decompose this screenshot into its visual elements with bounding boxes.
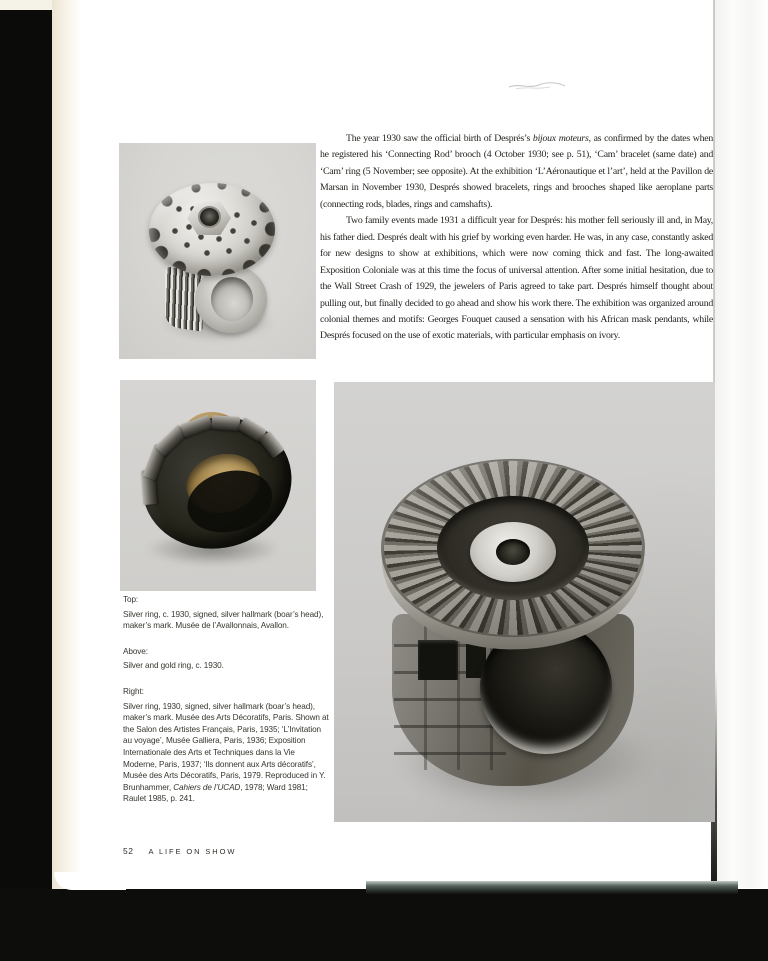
disc-hub-hole [496,539,530,565]
ring-pierced-dome [149,183,275,276]
ring-loop-opening [211,277,253,321]
caption-right [123,686,329,805]
page-number: 52 [123,846,134,856]
scan-black-bottom-edge [0,889,768,961]
shank-cutout [418,640,458,680]
caption-column [123,594,329,819]
book-page-block-edge [366,881,738,894]
paragraph-1 [320,131,713,213]
ring-stud [211,415,240,431]
scan-top-sliver [0,0,54,10]
page-right-fold [714,0,768,888]
caption-above-label: Above: [123,646,148,656]
paragraph-1-post: , as confirmed by the dates when he registered his ‘Connecting Rod’ brooch (4 October 1930; see p. 51), ‘Cam’ bracelet (same date) and ‘Cam’ ring (5 November; see opposite). At the exhibition ‘L’Aéronautique et l’art’, held at the Pavillon de Marsan in November 1930, Després showed bracelets, rings and brooches shaped like aeroplane parts (connecting rods, blades, rings and camshafts). [320,133,713,210]
page-spine-shading [52,0,82,890]
ring-photo-top-left [119,143,316,359]
ring-photo-right-large [334,382,715,822]
caption-top-text: Silver ring, c. 1930, signed, silver hallmark (boar’s head), maker’s mark. Musée de l’Avallonnais, Avallon. [123,609,324,631]
caption-right-post: , 1978; Ward 1981; Raulet 1985, p. 241. [123,782,308,804]
caption-above-text: Silver and gold ring, c. 1930. [123,661,224,671]
caption-right-italic: Cahiers de l’UCAD [173,782,241,792]
caption-right-pre: Silver ring, 1930, signed, silver hallmark (boar’s head), maker’s mark. Musée des Arts Décoratifs, Paris. Shown at the Salon des Artistes Français, Paris, 1935; ‘L’Invitation au voyage’, Musée Galliera, Paris, 1936; Exposition Internationale des Arts et Techniques dans la Vie Moderne, Paris, 1937; ‘Ils donnent aux Arts décoratifs’, Musée des Arts Décoratifs, Paris, 1979. Reproduced in Y. Brunhammer, [123,701,329,792]
caption-top-label: Top: [123,595,139,604]
caption-top [123,594,329,632]
page-footer [123,846,236,856]
pencil-smudge [506,76,568,94]
caption-right-text [123,701,329,805]
scan-black-left-edge [0,10,52,961]
running-title: A LIFE ON SHOW [148,847,237,856]
paragraph-1-pre: The year 1930 saw the official birth of Després’s [346,133,533,144]
caption-right-label: Right: [123,686,144,696]
paragraph-1-italic: bijoux moteurs [532,133,589,144]
body-text-column [320,131,713,345]
paragraph-2: Two family events made 1931 a difficult year for Després: his mother fell seriously ill and, in May, his father died. Després dealt with his grief by working even harder. He was, in any case, constantly asked for new designs to show at exhibitions, which were now coming thick and fast. The long-awaited Exposition Coloniale was at this time the focus of universal attention. After some initial hesitation, due to the Wall Street Crash of 1929, the jewelers of Paris agreed to take part. Després himself thought about pulling out, but finally decided to go ahead and show his work there. The exhibition was organized around colonial themes and motifs: Georges Fouquet caused a sensation with his African mask pendants, while Després focused on the use of exotic materials, with particular emphasis on ivory. [320,215,713,342]
hex-nut-hole [200,208,219,226]
ring-photo-middle-left [120,380,316,591]
page-rounded-corner [54,872,126,890]
caption-above [123,646,329,672]
